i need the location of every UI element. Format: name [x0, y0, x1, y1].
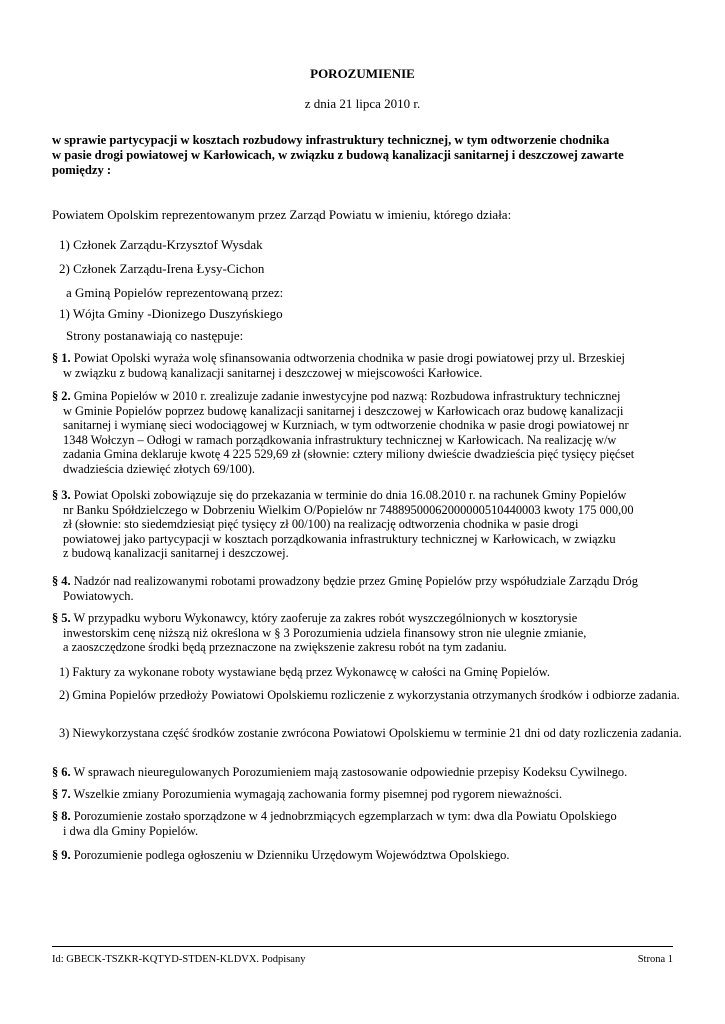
- paragraph-line: 1348 Wołczyn – Odłogi w ramach porządkowania infrastruktury technicznej w Karłowicach. Na realizację w/w: [63, 432, 617, 447]
- paragraph-line: Nadzór nad realizowanymi robotami prowadzony będzie przez Gminę Popielów przy współudziale Zarządu Dróg: [70, 574, 638, 588]
- paragraph-line: nr Banku Spółdzielczego w Dobrzeniu Wielkim O/Popielów nr 74889500062000000510440003 kwoty 175 000,00: [63, 502, 634, 517]
- footer-document-id: Id: GBECK-TSZKR-KQTYD-STDEN-KLDVX. Podpisany: [52, 954, 306, 965]
- parties-statement: Strony postanawiają co następuje:: [66, 328, 244, 343]
- paragraph-label: § 5.: [52, 611, 71, 625]
- subject-line: w pasie drogi powiatowej w Karłowicach, w związku z budową kanalizacji sanitarnej i deszczowej zawarte: [52, 147, 624, 162]
- paragraph-2: [52, 389, 682, 477]
- paragraph-label: § 8.: [52, 809, 71, 823]
- footer-page-number: Strona 1: [637, 954, 673, 965]
- paragraph-line: Gmina Popielów w 2010 r. zrealizuje zadanie inwestycyjne pod nazwą: Rozbudowa infrastruktury technicznej: [70, 389, 621, 403]
- paragraph-line: Powiat Opolski wyraża wolę sfinansowania odtworzenia chodnika w pasie drogi powiatowej przy ul. Brzeskiej: [70, 351, 625, 365]
- paragraph-7: [52, 787, 682, 802]
- paragraph-line: powiatowej jako partycypacji w kosztach porządkowania infrastruktury technicznej w Karłowicach, w związku: [63, 531, 616, 546]
- party-member-2: 2) Członek Zarządu-Irena Łysy-Cichon: [59, 261, 265, 276]
- paragraph-line: Wszelkie zmiany Porozumienia wymagają zachowania formy pisemnej pod rygorem nieważności.: [70, 787, 563, 801]
- document-title: POROZUMIENIE: [310, 66, 415, 81]
- paragraph-line: inwestorskim cenę niższą niż określona w § 3 Porozumienia udziela finansowy stron nie ulegnie zmianie,: [63, 625, 587, 640]
- party-gmina-intro: a Gminą Popielów reprezentowaną przez:: [66, 285, 284, 300]
- paragraph-label: § 9.: [52, 848, 71, 862]
- paragraph-9: [52, 848, 682, 863]
- paragraph-6: [52, 765, 682, 780]
- document-date: z dnia 21 lipca 2010 r.: [304, 96, 421, 111]
- paragraph-label: § 4.: [52, 574, 71, 588]
- paragraph-line: Porozumienie zostało sporządzone w 4 jednobrzmiących egzemplarzach w tym: dwa dla Powiatu Opolskiego: [70, 809, 617, 823]
- paragraph-line: zadania Gmina deklaruje kwotę 4 225 529,69 zł (słownie: cztery miliony dwieście dwadzieścia pięć tysięcy pięćset: [63, 447, 635, 462]
- paragraph-line: w Gminie Popielów poprzez budowę kanalizacji sanitarnej i deszczowej w Karłowicach oraz budowę kanalizacji: [63, 403, 624, 418]
- paragraph-line: z budową kanalizacji sanitarnej i deszczowej.: [63, 546, 289, 561]
- paragraph-label: § 6.: [52, 765, 71, 779]
- paragraph-5-subitem-3: 3) Niewykorzystana część środków zostanie zwrócona Powiatowi Opolskiemu w terminie 21 dni od daty rozliczenia zadania.: [59, 726, 682, 740]
- paragraph-line: w związku z budową kanalizacji sanitarnej i deszczowej w miejscowości Karłowice.: [63, 365, 483, 380]
- paragraph-line: a zaoszczędzone środki będą przeznaczone na zwiększenie zakresu robót na tym zadaniu.: [63, 640, 507, 655]
- subject-line: w sprawie partycypacji w kosztach rozbudowy infrastruktury technicznej, w tym odtworzenie chodnika: [52, 133, 610, 147]
- intro-text: Powiatem Opolskim reprezentowanym przez Zarząd Powiatu w imieniu, którego działa:: [52, 207, 512, 222]
- paragraph-line: W sprawach nieuregulowanych Porozumieniem mają zastosowanie odpowiednie przepisy Kodeksu Cywilnego.: [70, 765, 628, 779]
- paragraph-line: sanitarnej i wymianę sieci wodociągowej w Kurzniach, w tym odtworzenie chodnika w pasie drogi powiatowej nr: [63, 418, 629, 433]
- paragraph-4: [52, 574, 682, 603]
- paragraph-line: Porozumienie podlega ogłoszeniu w Dzienniku Urzędowym Województwa Opolskiego.: [70, 848, 510, 862]
- document-subject: [52, 133, 682, 177]
- paragraph-5-subitem-2: 2) Gmina Popielów przedłoży Powiatowi Opolskiemu rozliczenie z wykorzystania otrzymanych środków i odbiorze zadania.: [59, 688, 680, 702]
- paragraph-line: Powiat Opolski zobowiązuje się do przekazania w terminie do dnia 16.08.2010 r. na rachunek Gminy Popielów: [70, 488, 627, 502]
- paragraph-line: Powiatowych.: [63, 588, 134, 603]
- party-wojt: 1) Wójta Gminy -Dionizego Duszyńskiego: [59, 306, 283, 321]
- paragraph-5-subitem-1: 1) Faktury za wykonane roboty wystawiane będą przez Wykonawcę w całości na Gminę Popielów.: [59, 665, 550, 679]
- footer-divider: [52, 946, 673, 947]
- paragraph-label: § 3.: [52, 488, 71, 502]
- paragraph-1: [52, 351, 682, 380]
- subject-line: pomiędzy :: [52, 162, 112, 177]
- paragraph-label: § 7.: [52, 787, 71, 801]
- paragraph-3: [52, 488, 682, 561]
- paragraph-8: [52, 809, 682, 838]
- paragraph-label: § 2.: [52, 389, 71, 403]
- paragraph-label: § 1.: [52, 351, 71, 365]
- party-member-1: 1) Członek Zarządu-Krzysztof Wysdak: [59, 237, 263, 252]
- paragraph-line: i dwa dla Gminy Popielów.: [63, 823, 199, 838]
- paragraph-line: W przypadku wyboru Wykonawcy, który zaoferuje za zakres robót wyszczególnionych w kosztorysie: [70, 611, 578, 625]
- paragraph-line: dwadzieścia dziewięć złotych 69/100).: [63, 461, 255, 476]
- paragraph-5: [52, 611, 682, 655]
- paragraph-line: zł (słownie: sto siedemdziesiąt pięć tysięcy zł 00/100) na realizację odtworzenia chodnika w pasie drogi: [63, 517, 579, 532]
